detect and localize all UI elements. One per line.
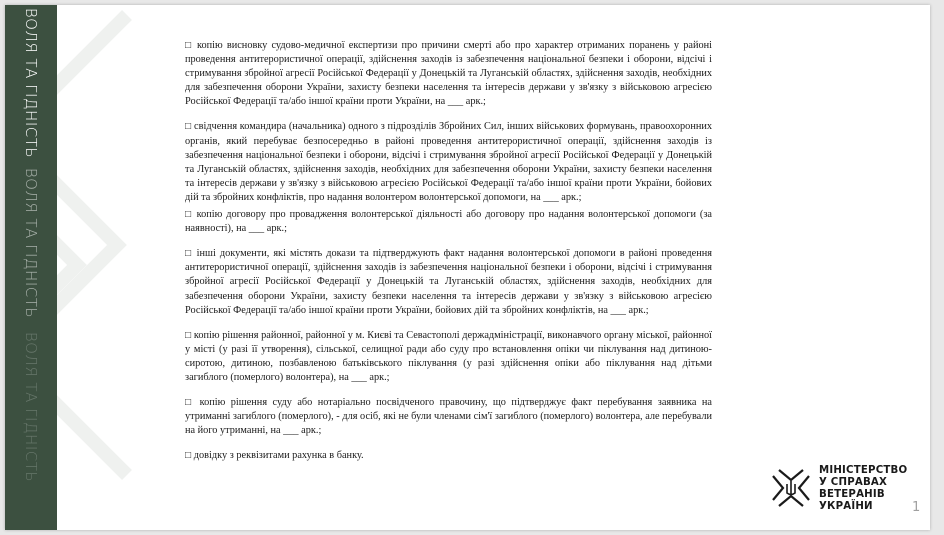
list-item: □ копію рішення суду або нотаріально посвідченого правочину, що підтверджує факт перебування заявника на утриманні загиблого (померлого), - для осіб, які не були членами сім'ї загиблого (померлого) волонтера, але перебували на його утриманні, на ___ арк.; xyxy=(185,397,712,437)
ministry-name-line: УКРАЇНИ xyxy=(819,501,873,512)
sidebar-slogan: ВОЛЯ ТА ГІДНІСТЬ xyxy=(22,331,40,483)
sidebar-slogan: ВОЛЯ ТА ГІДНІСТЬ xyxy=(22,7,40,159)
list-item: □ копію висновку судово-медичної експертизи про причини смерті або про характер отриманих поранень у районі проведення антитерористичної операції, здійснення заходів із забезпечення національної безпеки і оборони, відсічі і стримування збройної агресії Російської Федерації у Донецькій та Луганській областях, здійснення заходів, необхідних для забезпечення оборони України, захисту безпеки населення та інтересів держави у зв'язку з військовою агресією Російської Федерації та/або іншої країни проти України, на ___ арк.; xyxy=(185,40,712,108)
sidebar-slogan: ВОЛЯ ТА ГІДНІСТЬ xyxy=(22,167,40,319)
list-item: □ довідку з реквізитами рахунка в банку. xyxy=(185,450,364,462)
ministry-name xyxy=(819,465,907,513)
slide xyxy=(5,5,930,530)
list-item: □ копію договору про провадження волонтерської діяльності або договору про надання волонтерської допомоги (за наявності), на ___ арк.; xyxy=(185,209,712,235)
watermark-emblem-icon xyxy=(57,5,157,530)
side-panel xyxy=(5,5,57,530)
ministry-name-line: ВЕТЕРАНІВ xyxy=(819,489,885,500)
document-body xyxy=(185,39,712,474)
page-number: 1 xyxy=(912,500,921,515)
ministry-logo xyxy=(769,463,909,518)
ministry-emblem-icon xyxy=(769,466,813,510)
list-item: □ свідчення командира (начальника) одного з підрозділів Збройних Сил, інших військових формувань, правоохоронних органів, який перебуває безпосередньо в районі проведення антитерористичної операції, здійснення заходів із забезпечення національної безпеки і оборони, відсічі і стримування збройної агресії Російської Федерації у Донецькій та Луганській областях, здійснення заходів, необхідних для забезпечення оборони України, захисту безпеки населення та інтересів держави у зв'язку з військовою агресією Російської Федерації та/або іншої країни проти України, бойових дій та збройних конфліктів, про надання волонтером волонтерської допомоги, на ___ арк.; xyxy=(185,121,712,203)
list-item: □ інші документи, які містять докази та підтверджують факт надання волонтерської допомоги в районі проведення антитерористичної операції, здійснення заходів із забезпечення національної безпеки і оборони, відсічі і стримування збройної агресії Російської Федерації у Донецькій та Луганській областях, здійснення заходів, необхідних для забезпечення оборони України, захисту безпеки населення та інтересів держави у зв'язку з військовою агресією Російської Федерації та/або іншої країни проти України, бойових дій та збройних конфліктів, на ___ арк.; xyxy=(185,248,712,316)
ministry-name-line: МІНІСТЕРСТВО xyxy=(819,465,908,476)
ministry-name-line: У СПРАВАХ xyxy=(819,477,888,488)
list-item: □ копію рішення районної, районної у м. Києві та Севастополі держадміністрації, виконавчого органу міської, районної у місті (у разі її утворення), сільської, селищної ради або суду про встановлення опіки чи піклування над дитиною-сиротою, дитиною, позбавленою батьківського піклування (у разі здійснення опіки або піклування над дітьми загиблого (померлого) волонтера), на ___ арк.; xyxy=(185,329,712,383)
